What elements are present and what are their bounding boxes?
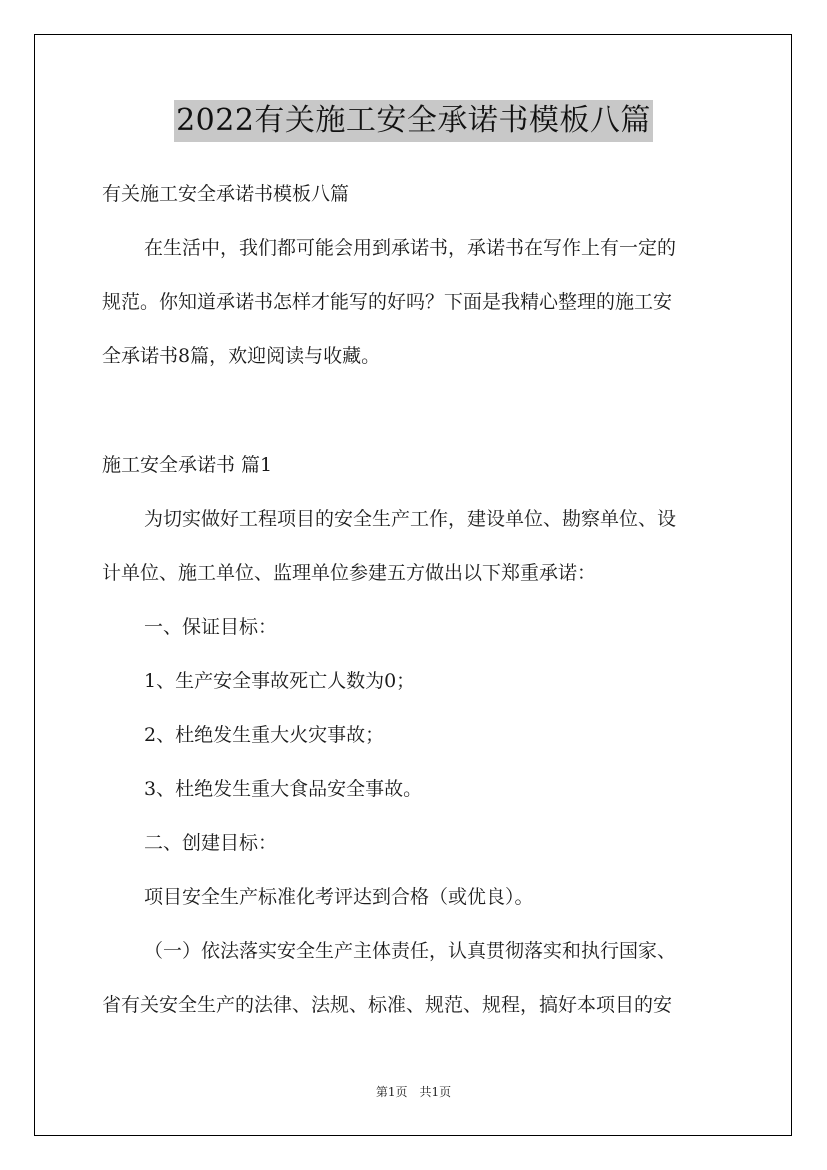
document-title: 2022有关施工安全承诺书模板八篇 [174,100,653,142]
section-heading: 施工安全承诺书 篇1 [102,454,273,476]
title-container [0,100,827,142]
body-line-9: （一）依法落实安全生产主体责任，认真贯彻落实和执行国家、 [144,940,677,962]
body-line-7: 二、创建目标： [144,832,278,854]
intro-line-2: 规范。你知道承诺书怎样才能写的好吗？下面是我精心整理的施工安 [102,291,673,313]
intro-line-1: 在生活中，我们都可能会用到承诺书，承诺书在写作上有一定的 [144,237,677,259]
body-line-8: 项目安全生产标准化考评达到合格（或优良）。 [144,886,534,908]
body-line-3: 一、保证目标： [144,616,278,638]
body-line-2: 计单位、施工单位、监理单位参建五方做出以下郑重承诺： [102,562,597,584]
page-footer: 第1页 共1页 [375,1085,452,1099]
body-line-5: 2、杜绝发生重大火灾事故； [144,724,385,746]
intro-line-3: 全承诺书8篇，欢迎阅读与收藏。 [102,345,381,367]
body-line-10: 省有关安全生产的法律、法规、标准、规范、规程，搞好本项目的安 [102,994,673,1016]
body-line-6: 3、杜绝发生重大食品安全事故。 [144,778,423,800]
body-line-4: 1、生产安全事故死亡人数为0； [144,670,416,692]
body-line-1: 为切实做好工程项目的安全生产工作，建设单位、勘察单位、设 [144,508,677,530]
document-subtitle: 有关施工安全承诺书模板八篇 [102,183,350,205]
